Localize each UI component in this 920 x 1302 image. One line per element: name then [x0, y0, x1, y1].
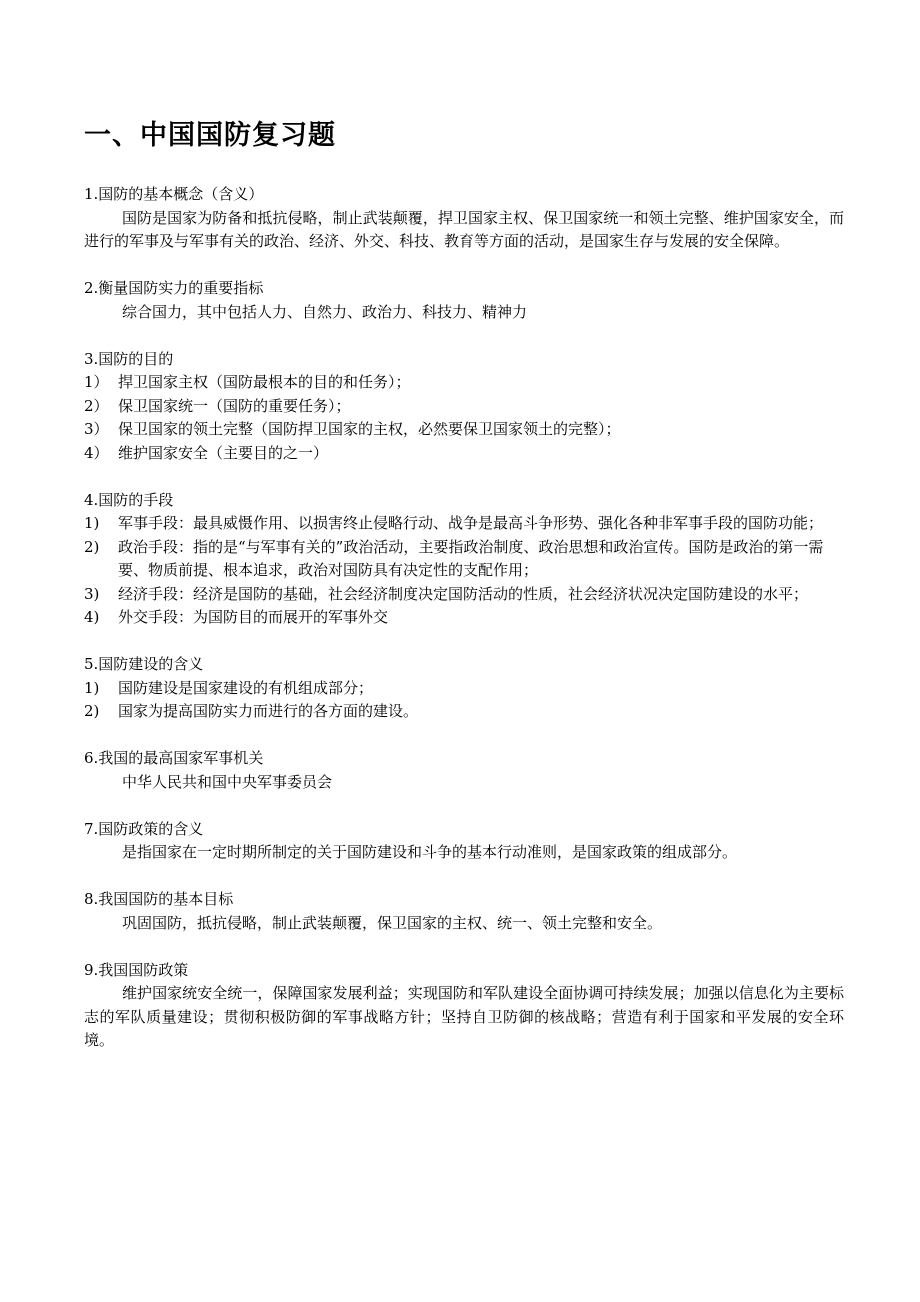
section-heading: 5.国防建设的含义: [84, 655, 204, 673]
list-text: 保卫国家统一（国防的重要任务）；: [118, 396, 351, 415]
list-text: 捍卫国家主权（国防最根本的目的和任务）；: [118, 373, 411, 391]
list-number: 4): [84, 608, 100, 626]
section-8: [84, 888, 844, 935]
list-item: [84, 418, 844, 442]
section-4: [84, 489, 844, 630]
list-text: 国家为提高国防实力而进行的各方面的建设。: [118, 702, 419, 720]
list-number: 1): [84, 678, 100, 697]
section-heading: 8.我国国防的基本目标: [84, 890, 234, 908]
list-text: 国防建设是国家建设的有机组成部分；: [118, 678, 374, 697]
list-item: [84, 536, 844, 583]
section-heading: 6.我国的最高国家军事机关: [84, 749, 264, 767]
list-text: 保卫国家的领土完整（国防捍卫国家的主权，必然要保卫国家领土的完整）；: [118, 420, 621, 438]
list-number: 2): [84, 702, 100, 720]
list-number: 2): [84, 537, 100, 556]
section-paragraph: 综合国力，其中包括人力、自然力、政治力、科技力、精神力: [122, 302, 528, 321]
page-title: 一、中国国防复习题: [84, 120, 336, 151]
list-text: 军事手段：最具威慑作用、以损害终止侵略行动、战争是最高斗争形势、强化各种非军事手段的国防功能；: [118, 514, 824, 532]
list-number: 1): [84, 514, 100, 532]
section-heading: 4.国防的手段: [84, 490, 174, 509]
list-text: 维护国家安全（主要目的之一）: [118, 443, 329, 462]
section-paragraph: 巩固国防，抵抗侵略，制止武装颠覆，保卫国家的主权、统一、领土完整和安全。: [122, 913, 663, 932]
section-heading: 1.国防的基本概念（含义）: [84, 185, 264, 203]
list-text: 经济手段：经济是国防的基础，社会经济制度决定国防活动的性质，社会经济状况决定国防建设的水平；: [118, 584, 809, 603]
list-item: [84, 512, 844, 536]
section-2: [84, 277, 844, 324]
section-paragraph: 中华人民共和国中央军事委员会: [122, 772, 333, 791]
section-9: [84, 959, 844, 1053]
list-item: [84, 442, 844, 466]
list-item: [84, 395, 844, 419]
list-number: 4）: [84, 443, 109, 462]
section-paragraph: 是指国家在一定时期所制定的关于国防建设和斗争的基本行动准则，是国家政策的组成部分。: [122, 843, 738, 861]
section-5: [84, 653, 844, 724]
section-1: [84, 183, 844, 254]
section-3: [84, 348, 844, 466]
section-heading: 2.衡量国防实力的重要指标: [84, 279, 264, 297]
section-6: [84, 747, 844, 794]
section-heading: 9.我国国防政策: [84, 960, 189, 979]
list-number: 2）: [84, 396, 109, 415]
section-heading: 3.国防的目的: [84, 349, 174, 368]
list-number: 3): [84, 584, 100, 603]
section-heading: 7.国防政策的含义: [84, 819, 204, 838]
section-paragraph: 国防是国家为防备和抵抗侵略，制止武装颠覆，捍卫国家主权、保卫国家统一和领土完整、维护国家安全，而进行的军事及与军事有关的政治、经济、外交、科技、教育等方面的活动，是国家生存与发展的安全保障。: [84, 208, 844, 250]
list-item: [84, 371, 844, 395]
list-text: 政治手段：指的是“与军事有关的”政治活动，主要指政治制度、政治思想和政治宣传。国防是政治的第一需要、物质前提、根本追求，政治对国防具有决定性的支配作用；: [118, 537, 824, 579]
list-number: 3）: [84, 420, 109, 438]
list-item: [84, 700, 844, 724]
list-text: 外交手段：为国防目的而展开的军事外交: [118, 608, 389, 626]
list-item: [84, 583, 844, 607]
section-7: [84, 818, 844, 865]
list-item: [84, 606, 844, 630]
document-body: [84, 183, 844, 1076]
section-paragraph: 维护国家统安全统一，保障国家发展利益；实现国防和军队建设全面协调可持续发展；加强以信息化为主要标志的军队质量建设；贯彻积极防御的军事战略方针；坚持自卫防御的核战略；营造有利于国家和平发展的安全环境。: [84, 984, 844, 1049]
list-item: [84, 677, 844, 701]
list-number: 1）: [84, 373, 109, 391]
